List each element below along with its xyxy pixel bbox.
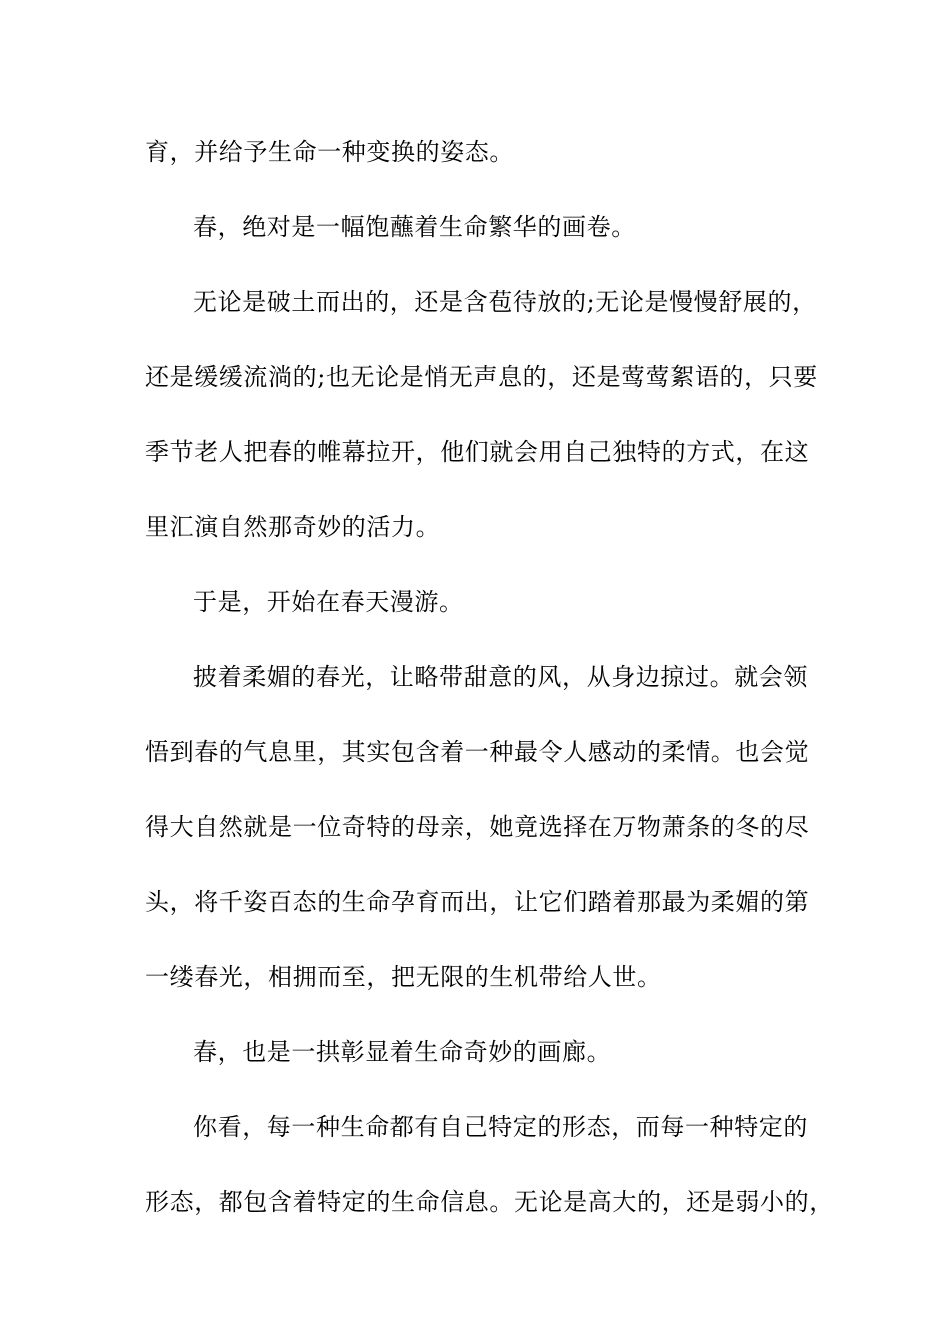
text-line: 还是缓缓流淌的;也无论是悄无声息的，还是莺莺絮语的，只要: [145, 363, 818, 391]
text-line: 里汇演自然那奇妙的活力。: [145, 513, 441, 541]
paragraph-line: 披着柔媚的春光，让略带甜意的风，从身边掠过。就会领: [193, 663, 808, 691]
paragraph-line: 无论是破土而出的，还是含苞待放的;无论是慢慢舒展的，: [193, 288, 817, 316]
text-line: 头，将千姿百态的生命孕育而出，让它们踏着那最为柔媚的第: [145, 888, 810, 916]
text-line: 形态，都包含着特定的生命信息。无论是高大的，还是弱小的，: [145, 1188, 834, 1216]
paragraph-line: 于是，开始在春天漫游。: [193, 588, 464, 616]
text-line: 季节老人把春的帷幕拉开，他们就会用自己独特的方式，在这: [145, 438, 810, 466]
text-line: 得大自然就是一位奇特的母亲，她竟选择在万物萧条的冬的尽: [145, 813, 810, 841]
paragraph-line: 春，绝对是一幅饱蘸着生命繁华的画卷。: [193, 213, 636, 241]
text-line: 一缕春光，相拥而至，把无限的生机带给人世。: [145, 963, 662, 991]
text-line: 悟到春的气息里，其实包含着一种最令人感动的柔情。也会觉: [145, 738, 810, 766]
text-line: 育，并给予生命一种变换的姿态。: [145, 138, 514, 166]
paragraph-line: 春，也是一拱彰显着生命奇妙的画廊。: [193, 1038, 612, 1066]
paragraph-line: 你看，每一种生命都有自己特定的形态，而每一种特定的: [193, 1113, 808, 1141]
